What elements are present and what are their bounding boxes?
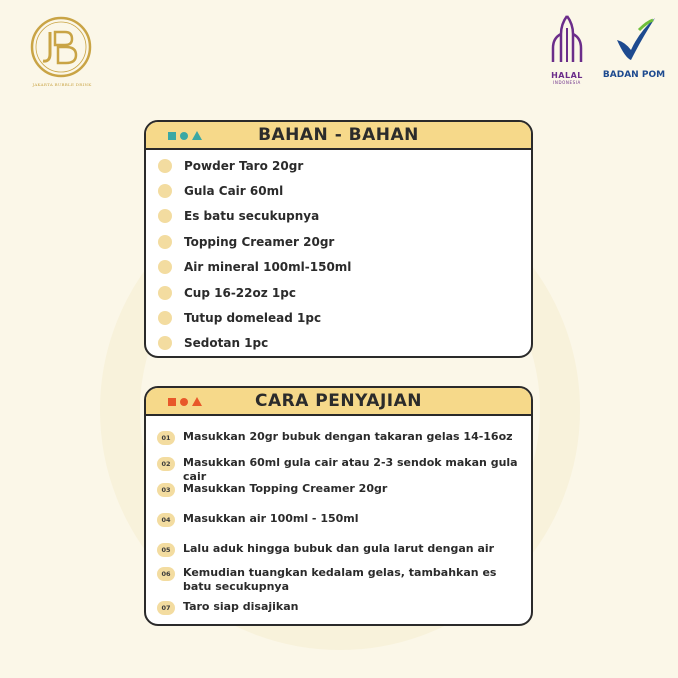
steps-card: [144, 386, 533, 626]
ingredient-label: Sedotan 1pc: [184, 336, 269, 351]
step-text: Taro siap disajikan: [183, 600, 299, 613]
halal-sublabel: INDONESIA: [553, 80, 581, 85]
bullet-icon: [158, 336, 172, 350]
list-item: [158, 229, 531, 254]
step-number: 04: [157, 513, 175, 527]
bullet-icon: [158, 159, 172, 173]
list-item: [157, 482, 527, 497]
step-text: Masukkan air 100ml - 150ml: [183, 512, 359, 525]
steps-decor-shapes: [168, 397, 202, 406]
halal-logo-icon: [547, 14, 587, 66]
list-item: [157, 430, 527, 445]
ingredient-label: Es batu secukupnya: [184, 209, 320, 224]
square-icon: [168, 132, 176, 140]
step-number: 07: [157, 601, 175, 615]
brand-tagline: JAKARTA BUBBLE DRINK: [32, 82, 92, 87]
step-number: 06: [157, 567, 175, 581]
step-number: 01: [157, 431, 175, 445]
ingredients-header: [146, 122, 531, 150]
list-item: [157, 566, 527, 594]
bullet-icon: [158, 209, 172, 223]
ingredients-title: BAHAN - BAHAN: [258, 125, 419, 145]
list-item: [157, 456, 527, 484]
ingredient-label: Cup 16-22oz 1pc: [184, 285, 296, 300]
bullet-icon: [158, 286, 172, 300]
step-text: Masukkan Topping Creamer 20gr: [183, 482, 388, 495]
step-text: Masukkan 20gr bubuk dengan takaran gelas 14-16oz: [183, 430, 513, 443]
ingredient-label: Gula Cair 60ml: [184, 184, 284, 199]
list-item: [158, 255, 531, 280]
circle-icon: [180, 132, 188, 140]
bullet-icon: [158, 235, 172, 249]
square-icon: [168, 398, 176, 406]
halal-certification: [544, 14, 590, 85]
circle-icon: [180, 398, 188, 406]
list-item: [158, 204, 531, 229]
ingredients-decor-shapes: [168, 131, 202, 140]
bpom-check-icon: [609, 16, 659, 64]
steps-header: [146, 388, 531, 416]
list-item: [158, 153, 531, 178]
ingredient-label: Tutup domelead 1pc: [184, 311, 322, 326]
ingredients-card: [144, 120, 533, 358]
step-number: 05: [157, 543, 175, 557]
bullet-icon: [158, 311, 172, 325]
triangle-icon: [192, 131, 202, 140]
ingredient-label: Powder Taro 20gr: [184, 158, 304, 173]
step-number: 02: [157, 457, 175, 471]
bullet-icon: [158, 260, 172, 274]
step-text: Lalu aduk hingga bubuk dan gula larut dengan air: [183, 542, 495, 555]
triangle-icon: [192, 397, 202, 406]
list-item: [157, 600, 527, 615]
list-item: [157, 512, 527, 527]
step-number: 03: [157, 483, 175, 497]
brand-logo: [28, 14, 94, 80]
steps-title: CARA PENYAJIAN: [255, 391, 422, 411]
bpom-certification: [596, 16, 672, 80]
step-text: Kemudian tuangkan kedalam gelas, tambahkan es batu secukupnya: [183, 566, 497, 593]
list-item: [158, 331, 531, 356]
list-item: [158, 178, 531, 203]
brand-monogram-icon: [28, 14, 94, 80]
list-item: [158, 280, 531, 305]
bpom-label: BADAN POM: [602, 70, 666, 80]
bullet-icon: [158, 184, 172, 198]
list-item: [158, 305, 531, 330]
halal-label: HALAL: [551, 71, 583, 80]
list-item: [157, 542, 527, 557]
step-text: Masukkan 60ml gula cair atau 2-3 sendok makan gula cair: [183, 456, 518, 483]
ingredient-label: Air mineral 100ml-150ml: [184, 260, 352, 275]
ingredients-list: [146, 150, 531, 356]
ingredient-label: Topping Creamer 20gr: [184, 234, 335, 249]
